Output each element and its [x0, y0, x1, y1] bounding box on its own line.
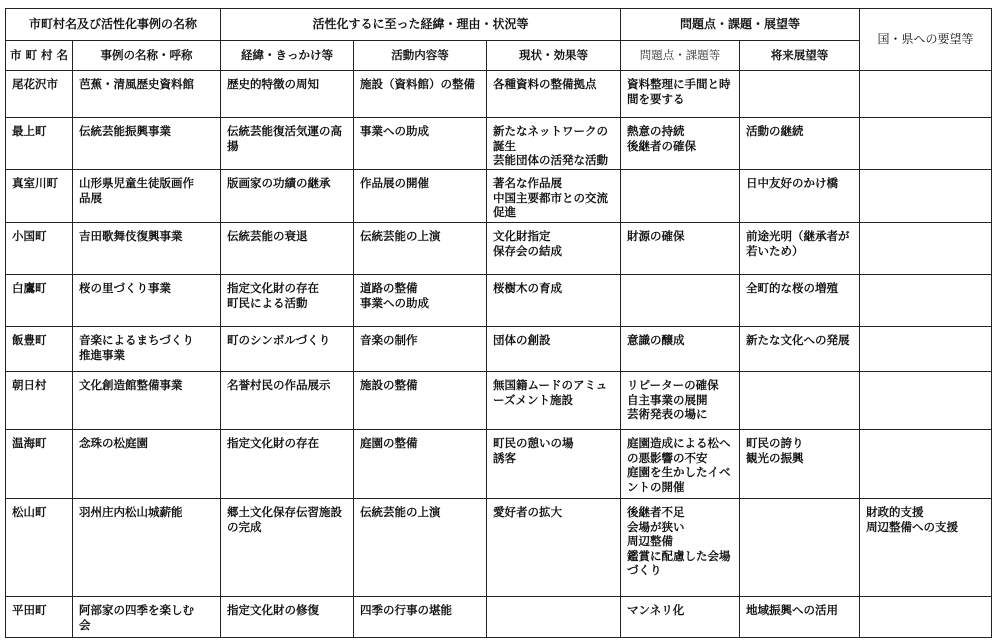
cell-case: [73, 275, 221, 327]
cell-outlook: [740, 275, 860, 327]
cell-line: 新たなネットワークの: [493, 124, 609, 138]
header-case: 事例の名称・呼称: [73, 41, 221, 71]
cell-line: 四季の行事の堪能: [360, 603, 453, 617]
cell-effect: [487, 223, 621, 275]
cell-problem: [621, 372, 740, 430]
cell-city: [6, 118, 73, 170]
header-requests: 国・県への要望等: [860, 9, 992, 71]
cell-line: 新たな文化への発展: [746, 333, 850, 347]
cell-line: の完成: [227, 519, 262, 534]
cell-line: 保存会の結成: [493, 243, 563, 258]
cell-line: 歴史的特徴の周知: [227, 77, 320, 91]
cell-trigger: [221, 170, 354, 223]
cell-effect: [487, 170, 621, 223]
cell-case: [73, 71, 221, 118]
cell-line: 芸術発表の場に: [627, 407, 708, 421]
header-group-city: 市町村名及び活性化事例の名称: [6, 9, 221, 41]
cell-problem: [621, 499, 740, 597]
cell-outlook: [740, 597, 860, 638]
cell-line: 庭園の整備: [360, 436, 418, 450]
cell-problem: [621, 170, 740, 223]
cell-line: 若いため）: [746, 243, 804, 258]
cell-line: 伝統芸能の上演: [360, 229, 441, 243]
cell-case: [73, 170, 221, 223]
cell-trigger: [221, 372, 354, 430]
cell-line: 飯豊町: [12, 333, 47, 347]
cell-line: 鑑賞に配慮した会場: [627, 548, 731, 563]
cell-line: 後継者の確保: [627, 138, 697, 153]
cell-city: [6, 372, 73, 430]
cell-case: [73, 327, 221, 372]
cell-outlook: [740, 430, 860, 499]
cell-activity: [354, 499, 487, 597]
table-row: [6, 499, 992, 597]
cell-trigger: [221, 118, 354, 170]
cell-line: 誕生: [493, 138, 517, 153]
cell-line: 小国町: [12, 229, 47, 243]
cell-line: 町民による活動: [227, 295, 308, 310]
table-row: [6, 372, 992, 430]
cell-request: [860, 223, 992, 275]
cell-city: [6, 597, 73, 638]
cell-line: 伝統芸能復活気運の高: [227, 124, 343, 138]
cell-activity: [354, 71, 487, 118]
cell-city: [6, 430, 73, 499]
header-problem: 問題点・課題等: [621, 41, 740, 71]
cell-outlook: [740, 327, 860, 372]
header-city: 市 町 村 名: [6, 41, 73, 71]
cell-line: 伝統芸能振興事業: [79, 124, 171, 138]
cell-request: [860, 118, 992, 170]
cell-line: 作品展の開催: [360, 176, 430, 190]
cell-trigger: [221, 275, 354, 327]
cell-activity: [354, 223, 487, 275]
cell-line: 吉田歌舞伎復興事業: [79, 229, 183, 243]
cell-request: [860, 327, 992, 372]
cell-line: 熱意の持続: [627, 124, 685, 138]
cell-line: 観光の振興: [746, 450, 804, 465]
cell-line: 音楽の制作: [360, 333, 418, 347]
cell-line: 郷土文化保存伝習施設: [227, 505, 343, 519]
table-row: [6, 597, 992, 638]
cell-outlook: [740, 499, 860, 597]
cell-line: 桜樹木の育成: [493, 281, 563, 295]
cell-outlook: [740, 223, 860, 275]
cell-request: [860, 430, 992, 499]
cell-line: 愛好者の拡大: [493, 505, 563, 519]
cell-effect: [487, 499, 621, 597]
cell-trigger: [221, 71, 354, 118]
cell-activity: [354, 430, 487, 499]
cell-effect: [487, 597, 621, 638]
cell-city: [6, 223, 73, 275]
header-outlook: 将来展望等: [740, 41, 860, 71]
cell-case: [73, 372, 221, 430]
cell-case: [73, 430, 221, 499]
cell-case: [73, 597, 221, 638]
cell-line: 阿部家の四季を楽しむ: [79, 603, 194, 617]
cell-effect: [487, 118, 621, 170]
cell-effect: [487, 430, 621, 499]
cell-line: 道路の整備: [360, 281, 418, 295]
cell-outlook: [740, 372, 860, 430]
cell-line: 団体の創設: [493, 333, 551, 347]
cell-trigger: [221, 327, 354, 372]
cell-line: づくり: [627, 563, 662, 577]
cell-line: 事業への助成: [360, 295, 430, 310]
header-activity: 活動内容等: [354, 41, 487, 71]
cell-activity: [354, 275, 487, 327]
cell-line: 地域振興への活用: [746, 603, 839, 617]
cell-line: 文化創造館整備事業: [79, 378, 183, 392]
cell-line: 指定文化財の存在: [227, 436, 320, 450]
cell-trigger: [221, 499, 354, 597]
cell-effect: [487, 327, 621, 372]
cell-line: 資料整理に手間と時: [627, 77, 731, 91]
cell-problem: [621, 597, 740, 638]
cell-line: 真室川町: [12, 176, 58, 190]
cell-problem: [621, 223, 740, 275]
cell-line: 中国主要都市との交流: [493, 190, 609, 205]
cell-line: 意識の醸成: [627, 333, 685, 347]
case-study-table: [5, 8, 992, 638]
table-row: [6, 430, 992, 499]
cell-line: 最上町: [12, 124, 47, 138]
cell-activity: [354, 597, 487, 638]
cell-case: [73, 118, 221, 170]
cell-line: 庭園を生かしたイベ: [627, 465, 731, 479]
cell-line: 名誉村民の作品展示: [227, 378, 331, 392]
cell-trigger: [221, 597, 354, 638]
cell-activity: [354, 118, 487, 170]
cell-request: [860, 170, 992, 223]
cell-effect: [487, 372, 621, 430]
cell-request: [860, 499, 992, 597]
cell-problem: [621, 275, 740, 327]
cell-activity: [354, 170, 487, 223]
cell-line: 誘客: [493, 450, 517, 465]
table-row: [6, 71, 992, 118]
cell-case: [73, 223, 221, 275]
table-row: [6, 118, 992, 170]
cell-request: [860, 71, 992, 118]
cell-line: 無国籍ムードのアミュ: [493, 378, 608, 392]
cell-line: 温海町: [12, 436, 47, 450]
cell-line: 山形県児童生徒版画作: [79, 176, 194, 190]
cell-problem: [621, 118, 740, 170]
cell-line: 文化財指定: [493, 229, 551, 243]
cell-line: 町民の誇り: [746, 436, 804, 450]
table-row: [6, 223, 992, 275]
cell-line: 町民の憩いの場: [493, 436, 574, 450]
cell-problem: [621, 327, 740, 372]
cell-line: 伝統芸能の衰退: [227, 229, 308, 243]
cell-line: 松山町: [12, 505, 47, 519]
cell-problem: [621, 430, 740, 499]
cell-outlook: [740, 71, 860, 118]
cell-line: 指定文化財の修復: [227, 603, 320, 617]
header-group-issues: 問題点・課題・展望等: [621, 9, 860, 41]
cell-line: 芸能団体の活発な活動: [493, 153, 609, 167]
cell-line: 桜の里づくり事業: [79, 281, 171, 295]
table-row: [6, 327, 992, 372]
table-body: [6, 71, 992, 638]
cell-line: 各種資料の整備拠点: [493, 77, 597, 91]
cell-line: の悪影響の不安: [627, 450, 708, 465]
cell-outlook: [740, 170, 860, 223]
cell-effect: [487, 71, 621, 118]
cell-line: 白鷹町: [12, 281, 47, 295]
cell-effect: [487, 275, 621, 327]
cell-city: [6, 170, 73, 223]
cell-line: ントの開催: [627, 479, 685, 494]
cell-city: [6, 327, 73, 372]
header-group-background: 活性化するに至った経緯・理由・状況等: [221, 9, 621, 41]
cell-city: [6, 275, 73, 327]
cell-line: 庭園造成による松へ: [627, 436, 731, 450]
cell-trigger: [221, 430, 354, 499]
cell-city: [6, 71, 73, 118]
cell-line: 平田町: [12, 603, 47, 617]
cell-line: 朝日村: [12, 378, 47, 392]
cell-case: [73, 499, 221, 597]
cell-line: 尾花沢市: [12, 77, 58, 91]
header-trigger: 経緯・きっかけ等: [221, 41, 354, 71]
cell-line: 町のシンボルづくり: [227, 333, 331, 347]
header-effect: 現状・効果等: [487, 41, 621, 71]
cell-line: 推進事業: [79, 347, 125, 362]
cell-line: 羽州庄内松山城薪能: [79, 505, 183, 519]
cell-request: [860, 372, 992, 430]
cell-line: 日中友好のかけ橋: [746, 176, 839, 190]
cell-line: 会場が狭い: [627, 519, 685, 534]
cell-line: 前途光明（継承者が: [746, 229, 850, 243]
cell-line: 芭蕉・清風歴史資料館: [79, 77, 194, 91]
cell-line: 全町的な桜の増殖: [746, 281, 839, 295]
cell-line: 施設（資料館）の整備: [360, 77, 476, 91]
cell-line: 念珠の松庭園: [79, 436, 148, 450]
cell-line: 施設の整備: [360, 378, 418, 392]
cell-line: 版画家の功績の継承: [227, 176, 331, 190]
cell-request: [860, 597, 992, 638]
table-row: [6, 275, 992, 327]
cell-line: 揚: [227, 138, 239, 153]
cell-problem: [621, 71, 740, 118]
cell-line: 周辺整備への支援: [866, 519, 959, 534]
cell-line: 音楽によるまちづくり: [79, 333, 194, 347]
cell-outlook: [740, 118, 860, 170]
cell-line: 伝統芸能の上演: [360, 505, 441, 519]
cell-line: 財源の確保: [627, 229, 685, 243]
cell-line: 後継者不足: [627, 505, 685, 519]
cell-trigger: [221, 223, 354, 275]
cell-line: 会: [79, 617, 91, 632]
cell-line: 指定文化財の存在: [227, 281, 320, 295]
cell-request: [860, 275, 992, 327]
cell-line: 著名な作品展: [493, 176, 563, 190]
cell-line: 間を要する: [627, 91, 685, 106]
cell-line: 自主事業の展開: [627, 392, 708, 407]
cell-line: 事業への助成: [360, 124, 430, 138]
cell-activity: [354, 327, 487, 372]
table-row: [6, 170, 992, 223]
cell-line: 品展: [79, 190, 102, 205]
cell-line: ーズメント施設: [493, 392, 573, 407]
cell-line: 周辺整備: [627, 534, 674, 548]
cell-line: マンネリ化: [627, 603, 685, 617]
cell-line: 財政的支援: [866, 505, 924, 519]
cell-line: リピーターの確保: [627, 378, 719, 392]
cell-line: 活動の継続: [746, 124, 804, 138]
cell-city: [6, 499, 73, 597]
cell-activity: [354, 372, 487, 430]
cell-line: 促進: [493, 205, 517, 219]
